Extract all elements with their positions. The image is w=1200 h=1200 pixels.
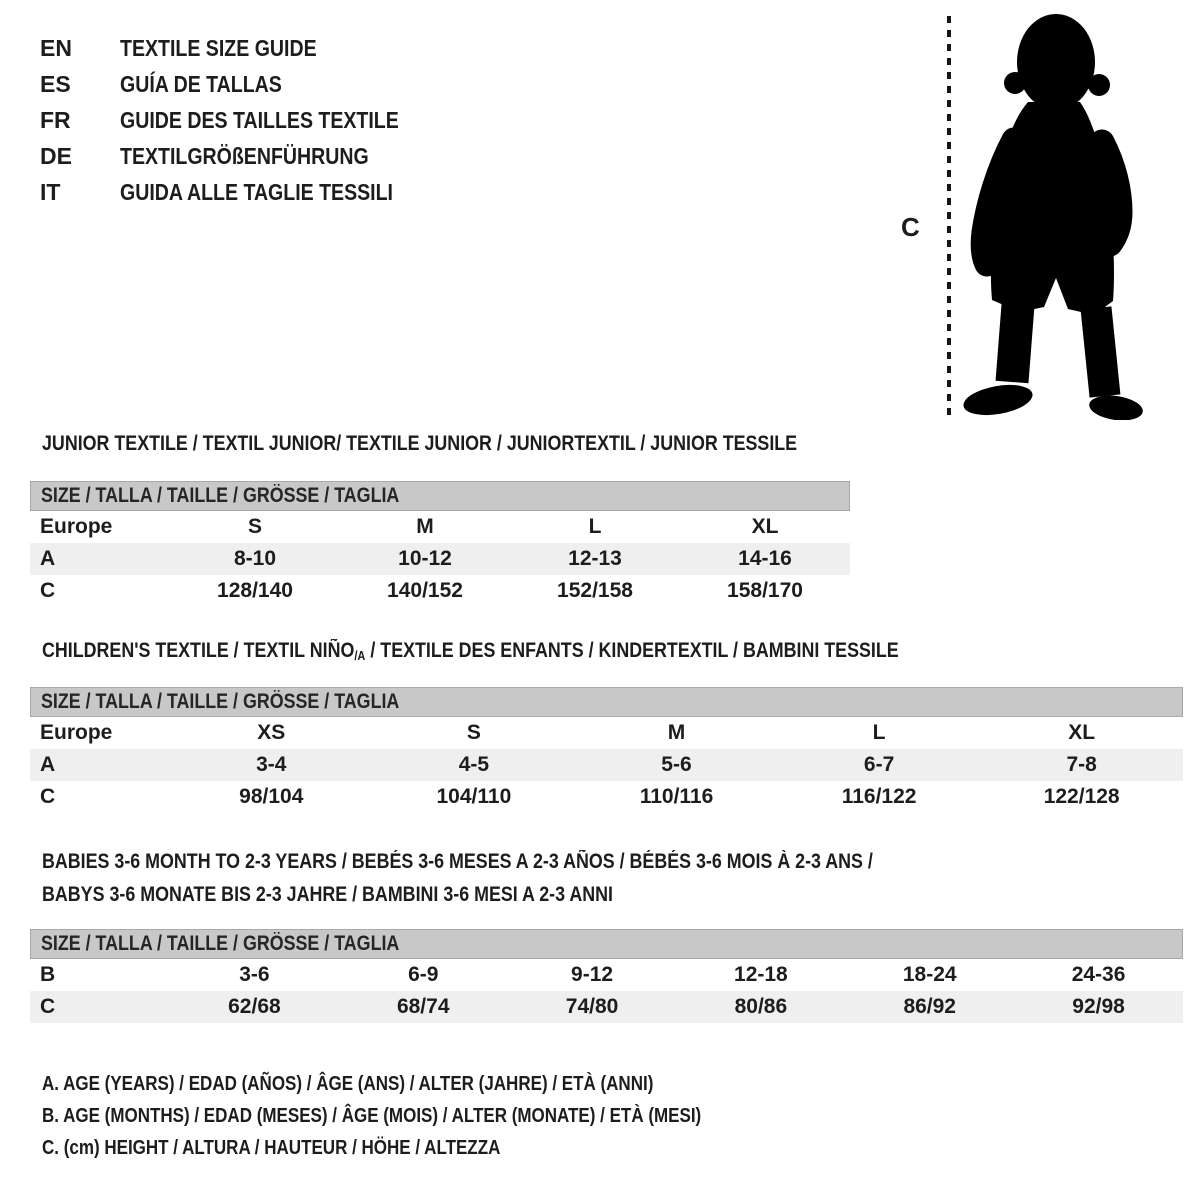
height-cell: 110/116 [639,785,714,808]
height-cell: 122/128 [1043,785,1120,808]
size-header-bar [30,687,1183,717]
age-cell: 3-4 [256,753,287,776]
age-cell: 6-9 [408,963,439,986]
language-title-list [40,30,448,210]
language-row [40,30,448,66]
height-cell: 104/110 [436,785,512,808]
size-header-label: SIZE / TALLA / TAILLE / GRÖSSE / TAGLIA [41,484,400,507]
guide-title: GUIDE DES TAILLES TEXTILE [120,107,399,133]
row-label: C [40,785,56,808]
row-label: A [40,753,56,776]
language-row [40,66,448,102]
language-code: IT [40,179,61,205]
table-row [30,511,850,543]
height-cell: 86/92 [903,995,956,1018]
table-row [30,717,1183,749]
height-cell: 128/140 [217,579,293,602]
table-row [30,781,1183,813]
height-measure-label: C [901,212,920,242]
table-row [30,991,1183,1023]
table-row [30,575,850,607]
age-cell: 14-16 [738,547,792,570]
language-code: FR [40,107,71,133]
age-cell: 12-18 [734,963,788,986]
age-cell: 18-24 [902,963,957,986]
size-cell: S [247,515,262,538]
height-cell: 92/98 [1072,995,1125,1018]
age-cell: 6-7 [863,753,895,776]
guide-title: TEXTILE SIZE GUIDE [120,35,317,61]
height-cell: 98/104 [239,785,304,808]
height-cell: 116/122 [841,785,917,808]
junior-section-heading [42,432,930,456]
legend-line-age-months: B. AGE (MONTHS) / EDAD (MESES) / ÂGE (MOIS) / ALTER (MONATE) / ETÀ (MESI) [42,1105,702,1127]
size-header-label: SIZE / TALLA / TAILLE / GRÖSSE / TAGLIA [41,932,400,955]
age-cell: 10-12 [398,547,452,570]
language-row [40,102,448,138]
size-cell: S [466,721,481,744]
language-row [40,138,448,174]
age-cell: 4-5 [458,753,490,776]
guide-title: GUÍA DE TALLAS [120,71,282,97]
size-cell: XL [1068,721,1096,744]
legend-line-age-years: A. AGE (YEARS) / EDAD (AÑOS) / ÂGE (ANS) / ALTER (JAHRE) / ETÀ (ANNI) [42,1073,654,1095]
language-code: ES [40,71,71,97]
height-cell: 80/86 [734,995,788,1018]
nino-a-subscript: /A [354,647,366,663]
junior-heading-text: JUNIOR TEXTILE / TEXTIL JUNIOR/ TEXTILE JUNIOR / JUNIORTEXTIL / JUNIOR TESSILE [42,432,798,455]
table-row [30,749,1183,781]
height-cell: 62/68 [228,995,281,1018]
row-label: Europe [40,515,113,538]
babies-section-heading [42,845,1020,911]
size-header-bar [30,929,1183,959]
age-cell: 24-36 [1071,963,1126,986]
toddler-silhouette-icon [958,10,1146,420]
age-cell: 7-8 [1066,753,1097,776]
row-label: B [40,963,56,986]
size-header-bar [30,481,850,511]
size-cell: XL [751,515,779,538]
legend-block [42,1068,818,1164]
table-row [30,959,1183,991]
age-cell: 12-13 [568,547,622,570]
size-cell: M [416,515,434,538]
age-cell: 8-10 [233,547,277,570]
size-cell: M [667,721,686,744]
babies-size-table [30,929,1183,1023]
language-code: EN [40,35,72,61]
size-cell: L [588,515,602,538]
language-row [40,174,448,210]
age-cell: 9-12 [571,963,614,986]
children-section-heading [42,639,1050,663]
height-cell: 68/74 [396,995,450,1018]
junior-size-table [30,481,850,607]
guide-title: TEXTILGRÖßENFÜHRUNG [120,143,369,169]
height-cell: 140/152 [387,579,463,602]
guide-title: GUIDA ALLE TAGLIE TESSILI [120,179,393,205]
legend-line-height-cm: C. (cm) HEIGHT / ALTURA / HAUTEUR / HÖHE / ALTEZZA [42,1137,501,1159]
height-cell: 74/80 [565,995,619,1018]
age-cell: 5-6 [661,753,692,776]
size-cell: L [872,721,886,744]
age-cell: 3-6 [239,963,270,986]
row-label: Europe [40,721,113,744]
table-row [30,543,850,575]
height-cell: 158/170 [727,579,803,602]
height-measure-dotted-line [947,16,951,416]
height-cell: 152/158 [557,579,633,602]
row-label: A [40,547,56,570]
size-header-label: SIZE / TALLA / TAILLE / GRÖSSE / TAGLIA [41,690,400,713]
language-code: DE [40,143,72,169]
children-size-table [30,687,1183,813]
row-label: C [40,579,56,602]
size-cell: XS [257,721,286,744]
children-heading-text: CHILDREN'S TEXTILE / TEXTIL NIÑO/A / TEXTILE DES ENFANTS / KINDERTEXTIL / BAMBINI TESSILE [42,639,899,663]
row-label: C [40,995,56,1018]
babies-heading-line1: BABIES 3-6 MONTH TO 2-3 YEARS / BEBÉS 3-6 MESES A 2-3 AÑOS / BÉBÉS 3-6 MOIS À 2-3 ANS / [42,850,873,873]
babies-heading-line2: BABYS 3-6 MONATE BIS 2-3 JAHRE / BAMBINI 3-6 MESI A 2-3 ANNI [42,883,613,906]
